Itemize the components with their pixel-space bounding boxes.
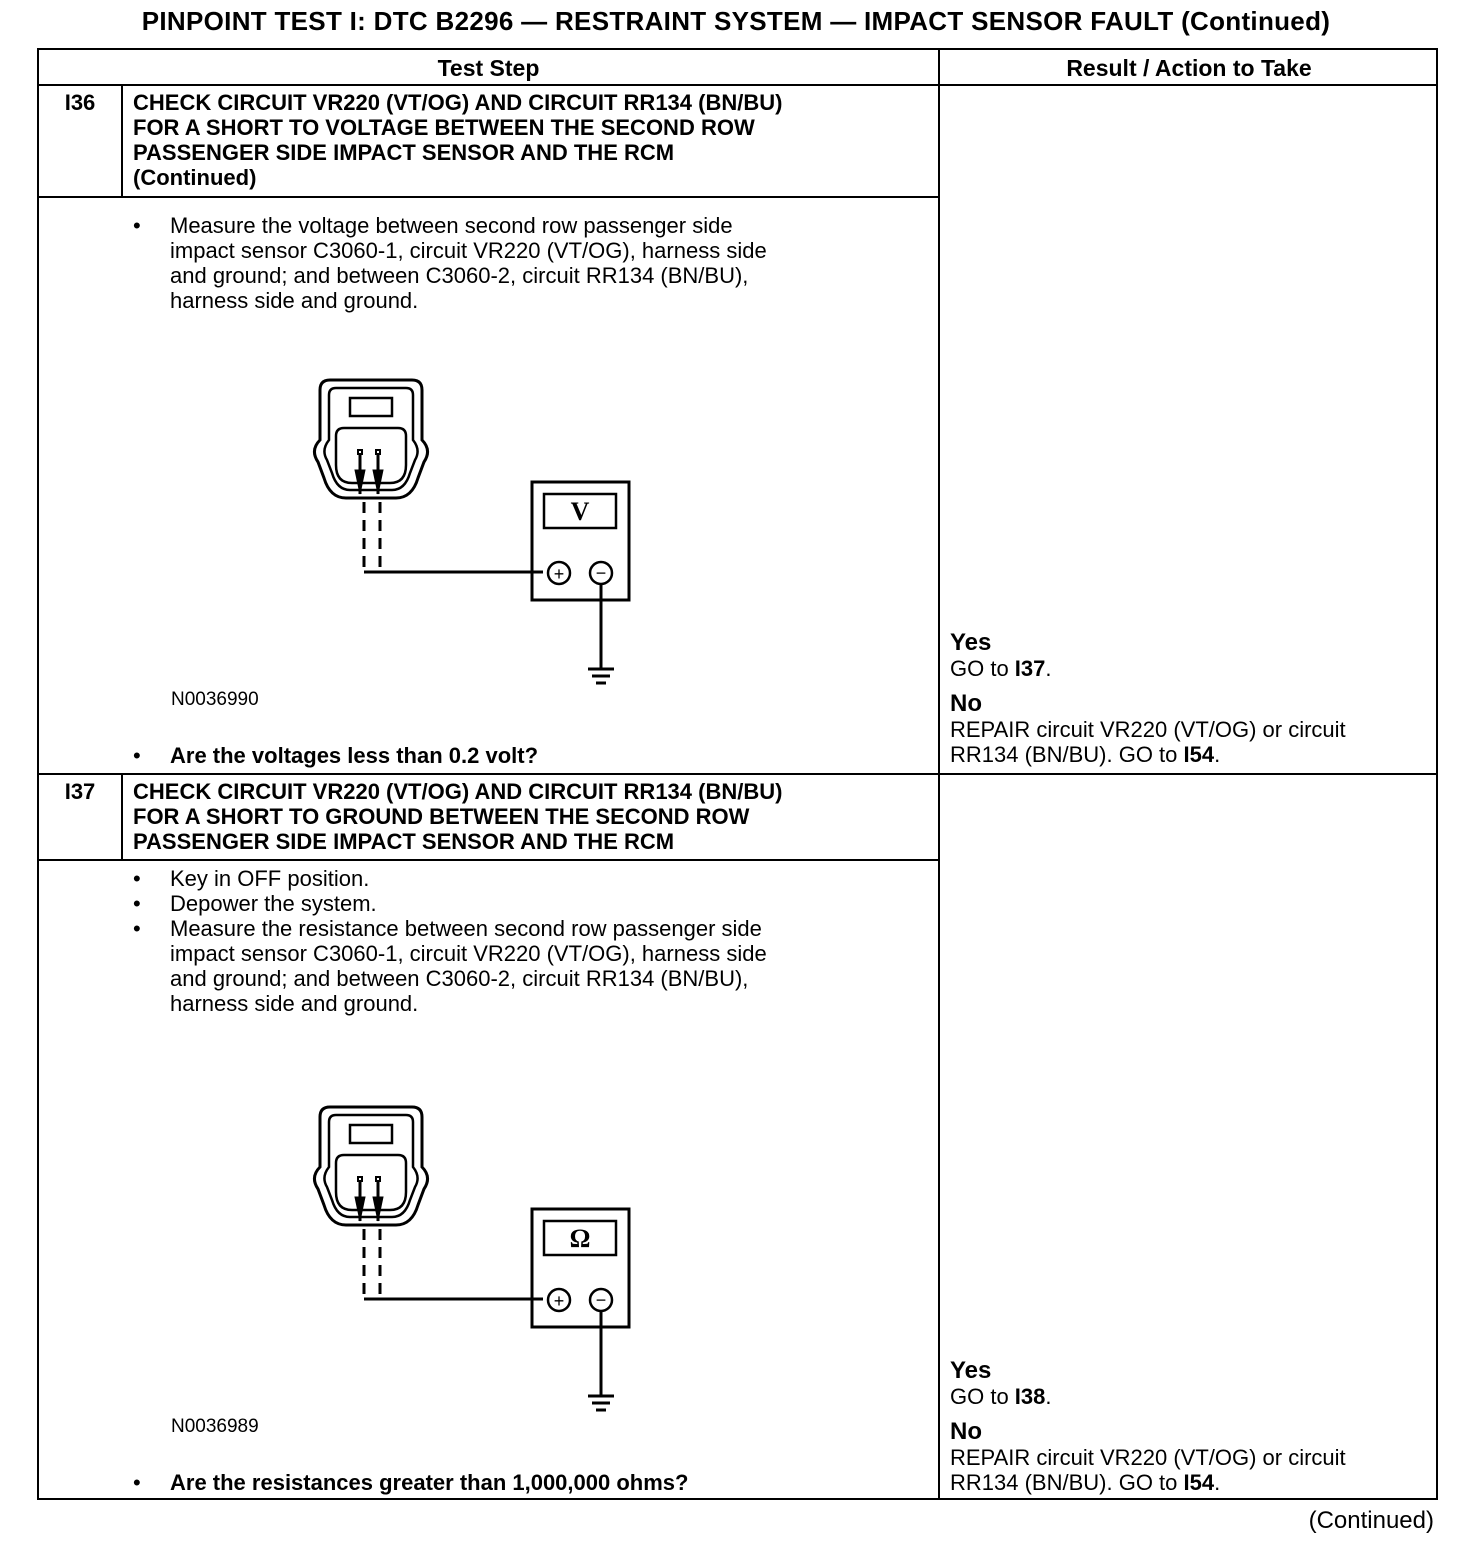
bullet-marker: • <box>133 743 141 768</box>
step-heading-divider <box>39 196 938 198</box>
figure-code: N0036989 <box>171 1416 259 1437</box>
question-text: Are the resistances greater than 1,000,000 ohms? <box>170 1470 689 1495</box>
step-id-divider <box>121 86 123 196</box>
step-heading-line: PASSENGER SIDE IMPACT SENSOR AND THE RCM <box>133 829 675 854</box>
no-action-line: REPAIR circuit VR220 (VT/OG) or circuit <box>950 717 1346 742</box>
no-action-line: REPAIR circuit VR220 (VT/OG) or circuit <box>950 1445 1346 1470</box>
step-heading <box>133 90 782 190</box>
probe-leads <box>364 1229 543 1301</box>
instruction-line: harness side and ground. <box>170 991 419 1016</box>
yes-label: Yes <box>950 629 992 656</box>
meter-symbol: Ω <box>569 1224 591 1253</box>
sensor-connector <box>314 1107 427 1225</box>
header-test-step: Test Step <box>437 55 540 81</box>
connector-pins <box>355 1177 383 1221</box>
no-action-line: RR134 (BN/BU). GO to I54. <box>950 742 1221 767</box>
step-heading <box>133 779 782 854</box>
bullet-marker: • <box>133 866 141 891</box>
step-heading-line: CHECK CIRCUIT VR220 (VT/OG) AND CIRCUIT RR134 (BN/BU) <box>133 90 783 115</box>
no-target: I54 <box>1183 742 1215 767</box>
yes-action: GO to I38. <box>950 1384 1052 1409</box>
step-result <box>950 630 1346 767</box>
ground-symbol <box>588 1396 614 1410</box>
yes-label: Yes <box>950 1357 992 1384</box>
step-id: I37 <box>64 779 96 804</box>
resistance-measurement-diagram <box>300 1097 650 1427</box>
yes-action: GO to I37. <box>950 656 1052 681</box>
instruction-line: harness side and ground. <box>170 288 419 313</box>
column-divider <box>938 50 940 1500</box>
instruction-line: Measure the voltage between second row passenger side <box>170 213 733 238</box>
sensor-connector <box>314 380 427 498</box>
bullet-marker: • <box>133 213 141 238</box>
instruction-line: Depower the system. <box>170 891 377 916</box>
instruction-line: impact sensor C3060-1, circuit VR220 (VT/OG), harness side <box>170 238 767 263</box>
instruction-line: and ground; and between C3060-2, circuit RR134 (BN/BU), <box>170 263 749 288</box>
no-label: No <box>950 1418 982 1445</box>
voltage-measurement-diagram <box>300 370 650 700</box>
step-heading-line: FOR A SHORT TO VOLTAGE BETWEEN THE SECOND ROW <box>133 115 755 140</box>
probe-leads <box>364 502 543 574</box>
instruction-line: Key in OFF position. <box>170 866 370 891</box>
meter-plus-terminal: + <box>553 564 565 584</box>
ground-symbol <box>588 669 614 683</box>
instruction-line: and ground; and between C3060-2, circuit RR134 (BN/BU), <box>170 966 749 991</box>
step-result <box>950 1358 1346 1495</box>
bullet-marker: • <box>133 1470 141 1495</box>
connector-pins <box>355 450 383 494</box>
header-divider <box>39 84 1438 86</box>
instruction-line: impact sensor C3060-1, circuit VR220 (VT/OG), harness side <box>170 941 767 966</box>
no-label: No <box>950 690 982 717</box>
header-result-action: Result / Action to Take <box>1066 55 1312 81</box>
meter-minus-terminal: − <box>595 1290 607 1310</box>
bullet-marker: • <box>133 916 141 941</box>
bullet-marker: • <box>133 891 141 916</box>
question-text: Are the voltages less than 0.2 volt? <box>170 743 539 768</box>
step-id: I36 <box>64 90 96 115</box>
step-heading-line: PASSENGER SIDE IMPACT SENSOR AND THE RCM <box>133 140 675 165</box>
page-title: PINPOINT TEST I: DTC B2296 — RESTRAINT SYSTEM — IMPACT SENSOR FAULT (Continued) <box>141 6 1331 36</box>
figure-code: N0036990 <box>171 689 259 710</box>
continued-footer: (Continued) <box>1308 1507 1434 1534</box>
yes-target: I38 <box>1014 1384 1046 1409</box>
step-divider <box>39 773 1438 775</box>
meter-plus-terminal: + <box>553 1291 565 1311</box>
meter-minus-terminal: − <box>595 563 607 583</box>
meter-symbol: V <box>570 497 590 526</box>
step-heading-divider <box>39 859 938 861</box>
step-heading-line: CHECK CIRCUIT VR220 (VT/OG) AND CIRCUIT RR134 (BN/BU) <box>133 779 783 804</box>
yes-target: I37 <box>1014 656 1046 681</box>
step-heading-line: (Continued) <box>133 165 257 190</box>
no-target: I54 <box>1183 1470 1215 1495</box>
step-id-divider <box>121 775 123 860</box>
no-action-line: RR134 (BN/BU). GO to I54. <box>950 1470 1221 1495</box>
instruction-line: Measure the resistance between second row passenger side <box>170 916 762 941</box>
step-heading-line: FOR A SHORT TO GROUND BETWEEN THE SECOND ROW <box>133 804 750 829</box>
